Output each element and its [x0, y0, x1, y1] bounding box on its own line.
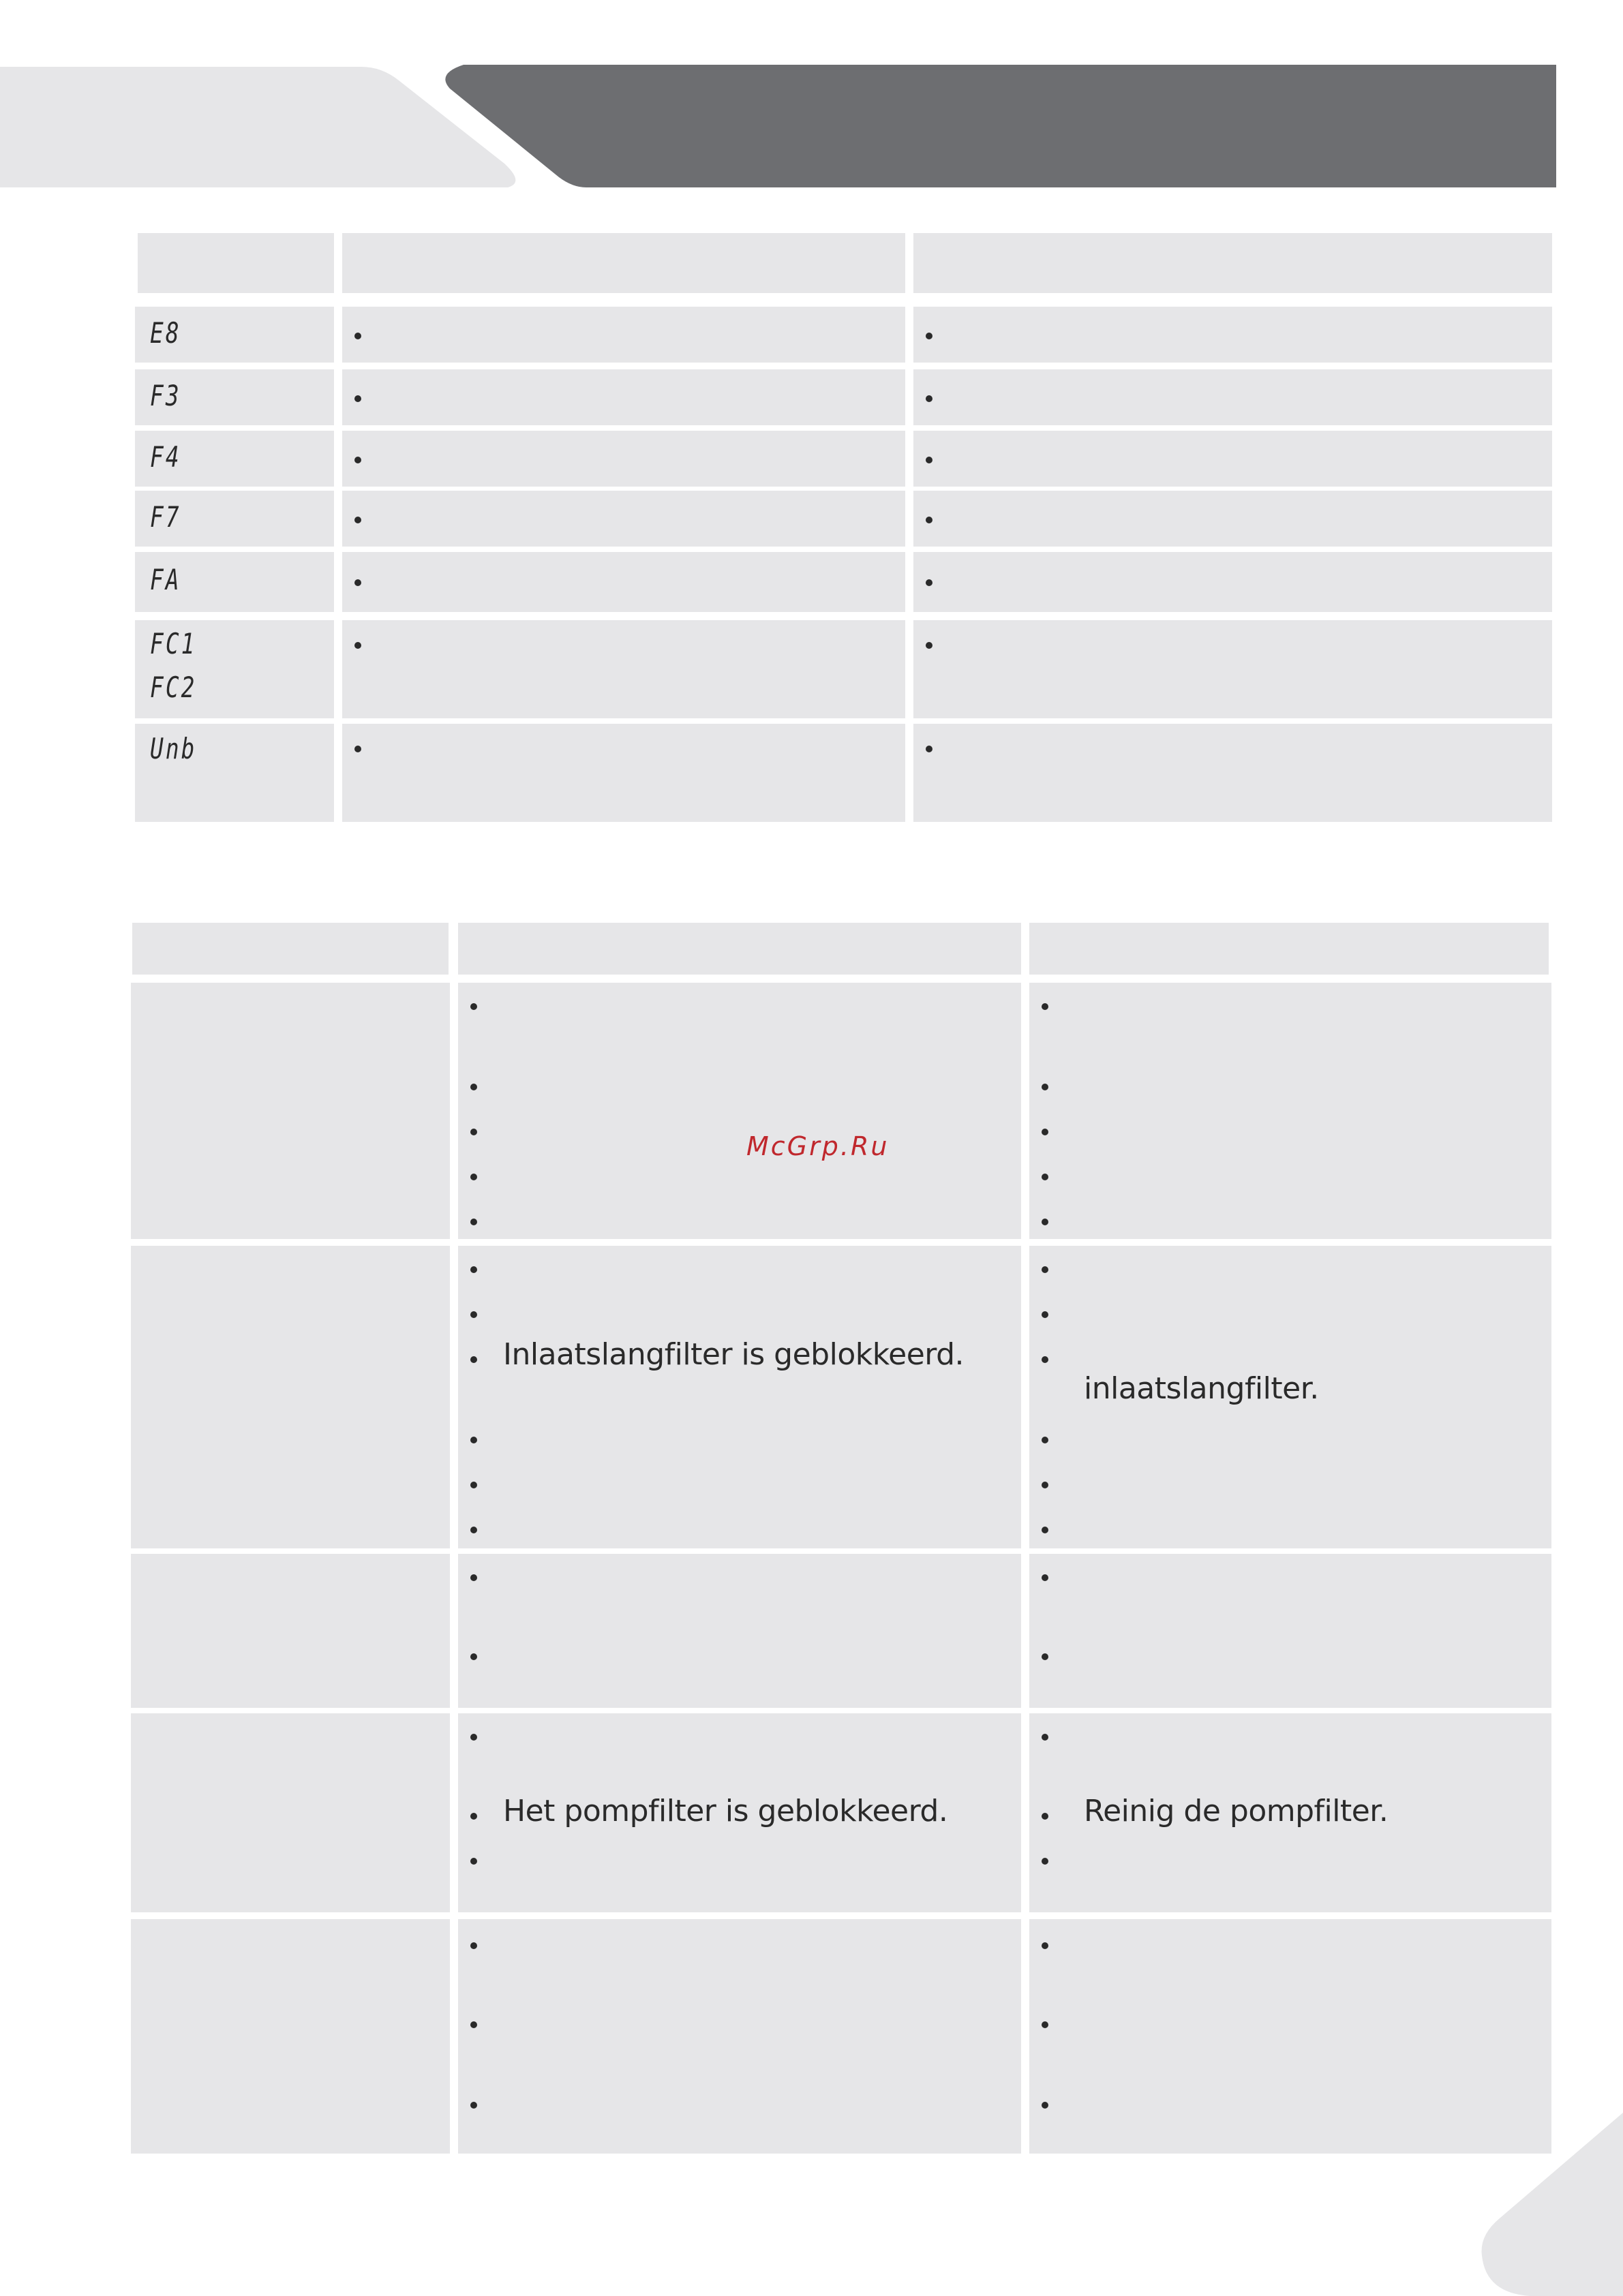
- bullet: [470, 1653, 477, 1660]
- error-code: E8: [150, 316, 181, 350]
- table-row-F4-code: [135, 431, 334, 487]
- bullet: [1042, 1437, 1048, 1443]
- bullet: [470, 1356, 477, 1363]
- problem-row-3-problem: [131, 1554, 450, 1708]
- problem-table-header-cause: [458, 923, 1021, 975]
- table-row-FC-code: [135, 620, 334, 718]
- bullet: [1042, 1003, 1048, 1010]
- header-band: [0, 0, 1623, 204]
- error-code: F3: [150, 379, 181, 412]
- problem-row-4-solution: [1029, 1713, 1551, 1912]
- bullet: [1042, 1574, 1048, 1581]
- bullet: [1042, 1482, 1048, 1488]
- bullet: [1042, 1813, 1048, 1820]
- bullet: [354, 457, 361, 463]
- bullet: [470, 2021, 477, 2028]
- error-code-secondary: FC2: [150, 671, 197, 704]
- bullet: [1042, 1219, 1048, 1225]
- bullet: [470, 2102, 477, 2109]
- bullet: [1042, 1266, 1048, 1273]
- bullet: [1042, 2021, 1048, 2028]
- bullet: [1042, 1734, 1048, 1741]
- bullet: [470, 1574, 477, 1581]
- problem-row-4-cause: [458, 1713, 1021, 1912]
- header-light-tab: [0, 67, 515, 187]
- table-row-FC-cause: [342, 620, 905, 718]
- error-table-header-cause: [342, 233, 905, 293]
- inlet-filter-cause-text: Inlaatslangfilter is geblokkeerd.: [503, 1337, 965, 1372]
- bullet: [354, 333, 361, 339]
- bullet: [470, 1311, 477, 1318]
- table-row-E8-code: [135, 307, 334, 363]
- bullet: [926, 642, 932, 649]
- table-row-F7-solution: [913, 491, 1552, 547]
- problem-row-1-solution: [1029, 983, 1551, 1239]
- bullet: [1042, 1084, 1048, 1090]
- bullet: [470, 1734, 477, 1741]
- problem-row-4-problem: [131, 1713, 450, 1912]
- bullet: [470, 1084, 477, 1090]
- problem-row-2-cause: [458, 1246, 1021, 1548]
- bullet: [1042, 1129, 1048, 1135]
- problem-row-1-problem: [131, 983, 450, 1239]
- table-row-FC-solution: [913, 620, 1552, 718]
- inlet-filter-fix-text: inlaatslangfilter.: [1084, 1371, 1319, 1406]
- bullet: [470, 1174, 477, 1180]
- pump-filter-fix-text: Reinig de pompfilter.: [1084, 1794, 1389, 1828]
- problem-row-2-problem: [131, 1246, 450, 1548]
- pump-filter-cause-text: Het pompfilter is geblokkeerd.: [503, 1794, 948, 1828]
- watermark-text: McGrp.Ru: [746, 1131, 890, 1161]
- bullet: [926, 395, 932, 402]
- bullet: [354, 746, 361, 752]
- problem-table-header-problem: [132, 923, 449, 975]
- problem-row-3-cause: [458, 1554, 1021, 1708]
- table-row-FA-solution: [913, 552, 1552, 612]
- table-row-F7-code: [135, 491, 334, 547]
- table-row-E8-cause: [342, 307, 905, 363]
- error-table-header-code: [138, 233, 334, 293]
- bullet: [1042, 1356, 1048, 1363]
- bullet: [1042, 1858, 1048, 1865]
- error-code: FA: [150, 563, 181, 596]
- error-code: FC1: [150, 627, 197, 660]
- problem-row-5-cause: [458, 1919, 1021, 2154]
- bullet: [1042, 1942, 1048, 1949]
- bullet: [926, 579, 932, 586]
- table-row-Unb-code: [135, 724, 334, 822]
- problem-row-2-solution: [1029, 1246, 1551, 1548]
- bullet: [926, 517, 932, 523]
- bullet: [926, 457, 932, 463]
- bullet: [470, 1813, 477, 1820]
- problem-row-1-cause: [458, 983, 1021, 1239]
- bullet: [1042, 1653, 1048, 1660]
- bullet: [1042, 2102, 1048, 2109]
- table-row-F3-solution: [913, 369, 1552, 425]
- problem-table-header-solution: [1029, 923, 1549, 975]
- table-row-Unb-cause: [342, 724, 905, 822]
- table-row-F3-code: [135, 369, 334, 425]
- bullet: [354, 517, 361, 523]
- table-row-F3-cause: [342, 369, 905, 425]
- bullet: [470, 1219, 477, 1225]
- bullet: [926, 333, 932, 339]
- bullet: [470, 1266, 477, 1273]
- bullet: [354, 642, 361, 649]
- bullet: [1042, 1311, 1048, 1318]
- bullet: [470, 1482, 477, 1488]
- error-code: F7: [150, 500, 181, 534]
- bullet: [354, 395, 361, 402]
- error-code: F4: [150, 440, 181, 474]
- bullet: [470, 1527, 477, 1533]
- problem-row-5-problem: [131, 1919, 450, 2154]
- bullet: [926, 746, 932, 752]
- bullet: [470, 1858, 477, 1865]
- bullet: [470, 1437, 477, 1443]
- table-row-E8-solution: [913, 307, 1552, 363]
- error-code: Unb: [150, 732, 197, 765]
- table-row-Unb-solution: [913, 724, 1552, 822]
- bullet: [354, 579, 361, 586]
- bullet: [470, 1129, 477, 1135]
- problem-row-3-solution: [1029, 1554, 1551, 1708]
- bullet: [1042, 1527, 1048, 1533]
- bullet: [470, 1942, 477, 1949]
- table-row-F7-cause: [342, 491, 905, 547]
- table-row-FA-code: [135, 552, 334, 612]
- error-table-header-solution: [913, 233, 1552, 293]
- bullet: [1042, 1174, 1048, 1180]
- bullet: [470, 1003, 477, 1010]
- page-corner-shape: [1466, 2085, 1623, 2296]
- table-row-FA-cause: [342, 552, 905, 612]
- header-dark-bar: [445, 65, 1556, 187]
- table-row-F4-solution: [913, 431, 1552, 487]
- table-row-F4-cause: [342, 431, 905, 487]
